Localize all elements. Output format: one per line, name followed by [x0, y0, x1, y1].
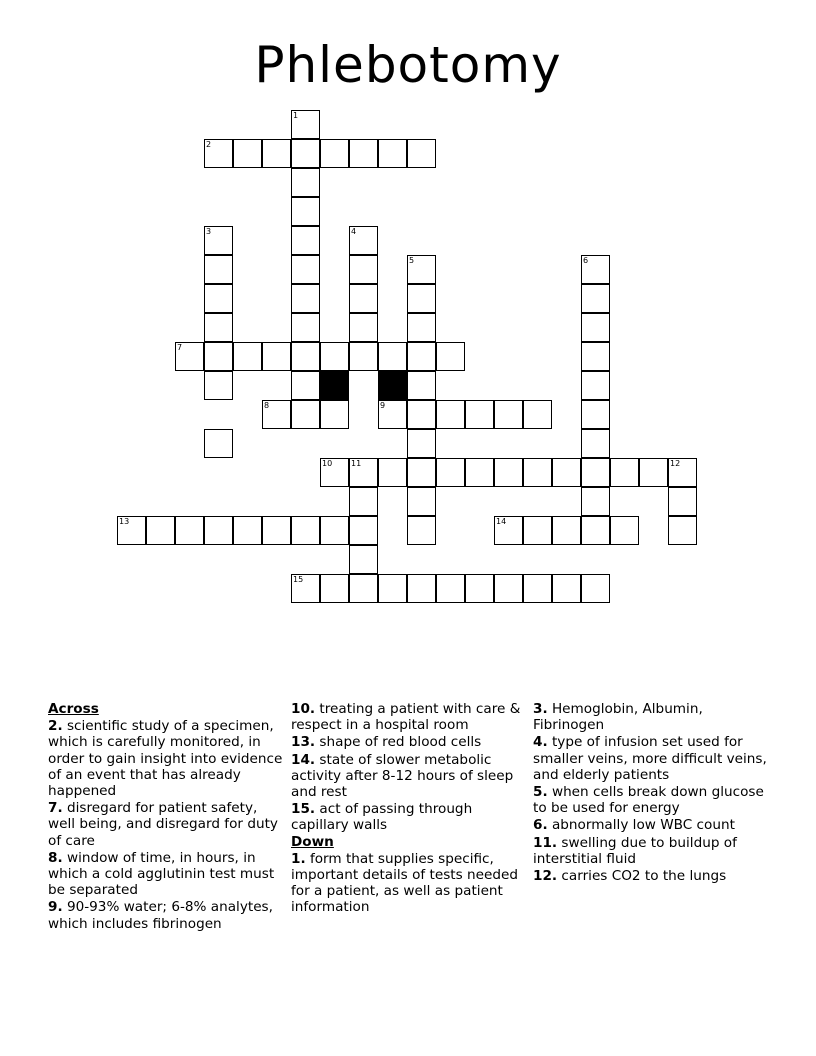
clue-number: 6 [583, 256, 589, 265]
grid-cell[interactable] [407, 458, 436, 487]
grid-cell[interactable] [349, 313, 378, 342]
grid-cell[interactable] [581, 429, 610, 458]
grid-cell[interactable] [465, 574, 494, 603]
grid-cell[interactable] [581, 342, 610, 371]
grid-cell[interactable] [291, 371, 320, 400]
grid-cell[interactable] [233, 139, 262, 168]
grid-cell[interactable] [262, 400, 291, 429]
grid-cell[interactable] [523, 400, 552, 429]
grid-cell[interactable] [291, 139, 320, 168]
grid-cell[interactable] [262, 342, 291, 371]
grid-cell[interactable] [349, 284, 378, 313]
grid-cell[interactable] [610, 516, 639, 545]
grid-cell[interactable] [407, 400, 436, 429]
grid-cell[interactable] [581, 284, 610, 313]
grid-cell[interactable] [291, 255, 320, 284]
grid-cell[interactable] [552, 458, 581, 487]
clue-number: 11 [351, 459, 362, 468]
grid-cell[interactable] [204, 255, 233, 284]
grid-cell[interactable] [494, 574, 523, 603]
grid-cell[interactable] [610, 458, 639, 487]
grid-cell[interactable] [291, 110, 320, 139]
clue-number: 15 [293, 575, 304, 584]
grid-cell[interactable] [378, 139, 407, 168]
grid-cell[interactable] [291, 574, 320, 603]
grid-cell[interactable] [349, 574, 378, 603]
clue-number: 12 [670, 459, 681, 468]
down-heading: Down [291, 833, 334, 850]
grid-cell[interactable] [436, 400, 465, 429]
grid-cell[interactable] [378, 458, 407, 487]
grid-cell[interactable] [581, 255, 610, 284]
grid-cell[interactable] [320, 400, 349, 429]
grid-cell[interactable] [668, 516, 697, 545]
grid-cell[interactable] [407, 255, 436, 284]
grid-cell[interactable] [233, 342, 262, 371]
clue-down-6: 6. abnormally low WBC count [533, 817, 735, 834]
grid-cell[interactable] [204, 516, 233, 545]
grid-cell[interactable] [349, 226, 378, 255]
grid-cell[interactable] [349, 458, 378, 487]
grid-cell[interactable] [349, 255, 378, 284]
grid-cell[interactable] [407, 574, 436, 603]
grid-cell[interactable] [581, 487, 610, 516]
clue-number: 3 [206, 227, 212, 236]
clues-column-2 [291, 701, 531, 916]
clue-across-15: 15. act of passing through capillary walls [291, 801, 473, 834]
grid-cell[interactable] [349, 545, 378, 574]
grid-cell[interactable] [407, 313, 436, 342]
grid-cell[interactable] [320, 139, 349, 168]
clues-column-3 [533, 701, 773, 884]
grid-cell[interactable] [349, 139, 378, 168]
grid-cell[interactable] [581, 371, 610, 400]
grid-cell[interactable] [407, 429, 436, 458]
clue-down-1: 1. form that supplies specific, important details of tests needed for a patient, as well as patient information [291, 850, 518, 916]
grid-cell[interactable] [146, 516, 175, 545]
grid-cell[interactable] [262, 516, 291, 545]
grid-cell[interactable] [581, 574, 610, 603]
grid-cell[interactable] [523, 458, 552, 487]
grid-cell[interactable] [291, 313, 320, 342]
grid-cell[interactable] [291, 226, 320, 255]
grid-cell[interactable] [175, 342, 204, 371]
clue-number: 8 [264, 401, 270, 410]
grid-cell[interactable] [204, 429, 233, 458]
clue-number: 13 [119, 517, 130, 526]
across-heading: Across [48, 701, 99, 717]
grid-cell[interactable] [291, 400, 320, 429]
grid-cell[interactable] [407, 139, 436, 168]
clue-across-14: 14. state of slower metabolic activity after 8-12 hours of sleep and rest [291, 751, 514, 801]
grid-cell[interactable] [204, 371, 233, 400]
clue-number: 14 [496, 517, 507, 526]
grid-cell[interactable] [378, 574, 407, 603]
grid-cell[interactable] [117, 516, 146, 545]
grid-cell[interactable] [378, 342, 407, 371]
grid-cell[interactable] [320, 342, 349, 371]
grid-cell[interactable] [407, 284, 436, 313]
grid-cell[interactable] [436, 458, 465, 487]
grid-cell[interactable] [349, 487, 378, 516]
grid-cell[interactable] [349, 516, 378, 545]
clue-down-5: 5. when cells break down glucose to be used for energy [533, 784, 764, 817]
clue-down-11: 11. swelling due to buildup of interstitial fluid [533, 834, 737, 867]
clue-number: 7 [177, 343, 183, 352]
grid-cell[interactable] [320, 516, 349, 545]
clue-across-7: 7. disregard for patient safety, well being, and disregard for duty of care [48, 800, 278, 849]
clues-column-1 [48, 701, 288, 932]
grid-cell[interactable] [552, 574, 581, 603]
grid-cell[interactable] [204, 342, 233, 371]
grid-cell[interactable] [639, 458, 668, 487]
grid-cell[interactable] [320, 458, 349, 487]
clue-number: 5 [409, 256, 415, 265]
grid-cell[interactable] [668, 458, 697, 487]
grid-cell[interactable] [175, 516, 204, 545]
clue-down-12: 12. carries CO2 to the lungs [533, 868, 727, 885]
grid-cell[interactable] [407, 342, 436, 371]
grid-cell[interactable] [291, 284, 320, 313]
grid-cell[interactable] [291, 516, 320, 545]
grid-cell[interactable] [407, 371, 436, 400]
grid-cell[interactable] [494, 516, 523, 545]
clue-down-3: 3. Hemoglobin, Albumin, Fibrinogen [533, 701, 703, 734]
grid-cell[interactable] [407, 516, 436, 545]
clue-down-4: 4. type of infusion set used for smaller veins, more difficult veins, and elderly patients [533, 734, 767, 783]
grid-cell[interactable] [494, 458, 523, 487]
grid-cell[interactable] [523, 516, 552, 545]
grid-cell[interactable] [262, 139, 291, 168]
clue-across-10: 10. treating a patient with care & respect in a hospital room [291, 701, 521, 734]
grid-cell[interactable] [668, 487, 697, 516]
grid-cell[interactable] [465, 458, 494, 487]
grid-cell[interactable] [523, 574, 552, 603]
clue-number: 1 [293, 111, 299, 120]
grid-cell[interactable] [465, 400, 494, 429]
clue-number: 4 [351, 227, 357, 236]
grid-cell[interactable] [581, 458, 610, 487]
clue-number: 2 [206, 140, 212, 149]
grid-cell[interactable] [581, 313, 610, 342]
grid-cell[interactable] [291, 197, 320, 226]
grid-cell[interactable] [320, 574, 349, 603]
grid-cell[interactable] [204, 226, 233, 255]
grid-cell[interactable] [436, 574, 465, 603]
grid-cell[interactable] [291, 168, 320, 197]
grid-cell[interactable] [378, 400, 407, 429]
clue-number: 9 [380, 401, 386, 410]
grid-cell[interactable] [204, 313, 233, 342]
clue-across-13: 13. shape of red blood cells [291, 734, 482, 751]
grid-block [320, 371, 349, 400]
grid-cell[interactable] [233, 516, 262, 545]
grid-cell[interactable] [581, 516, 610, 545]
clue-number: 10 [322, 459, 333, 468]
clue-across-2: 2. scientific study of a specimen, which is carefully monitored, in order to gain insight into evidence of an event that has already happened [48, 718, 283, 800]
clue-across-9: 9. 90-93% water; 6-8% analytes, which includes fibrinogen [48, 899, 273, 932]
grid-block [378, 371, 407, 400]
grid-cell[interactable] [204, 139, 233, 168]
grid-cell[interactable] [494, 400, 523, 429]
grid-cell[interactable] [552, 516, 581, 545]
grid-cell[interactable] [349, 342, 378, 371]
page-title: Phlebotomy [254, 36, 562, 94]
grid-cell[interactable] [581, 400, 610, 429]
grid-cell[interactable] [291, 342, 320, 371]
grid-cell[interactable] [436, 342, 465, 371]
grid-cell[interactable] [407, 487, 436, 516]
clue-across-8: 8. window of time, in hours, in which a cold agglutinin test must be separated [48, 849, 275, 899]
grid-cell[interactable] [204, 284, 233, 313]
